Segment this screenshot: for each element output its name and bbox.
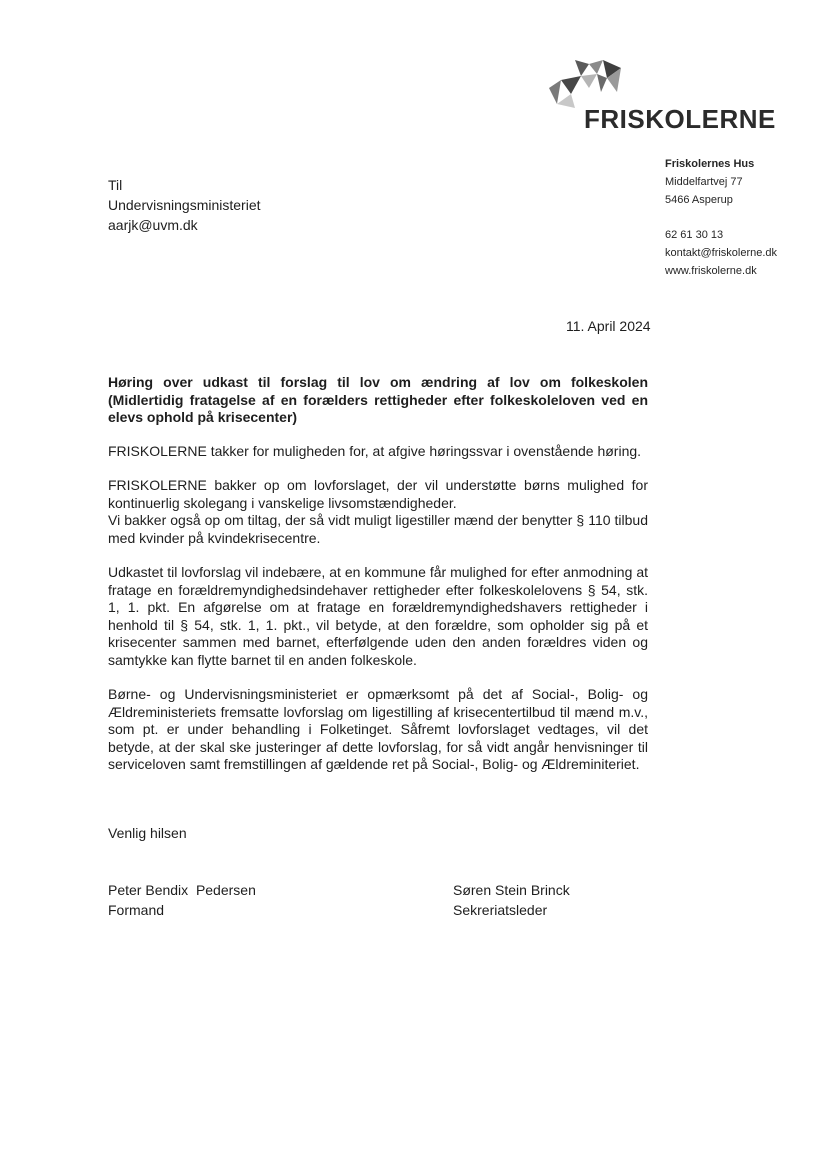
signatory-name: Peter Bendix Pedersen (108, 882, 256, 898)
paragraph-support-line-1: FRISKOLERNE bakker op om lovforslaget, der vil understøtte børns mulighed for kontinuerlig skolegang i vanskelige livsomstændigheder. (108, 477, 648, 511)
friskolerne-logo (540, 58, 790, 138)
logo-mark-icon (545, 58, 625, 110)
paragraph-support (108, 477, 648, 547)
recipient-to-label: Til (108, 177, 123, 193)
letter-body (108, 374, 648, 791)
logo-wordmark: FRISKOLERNE (584, 104, 776, 134)
sender-email: kontakt@friskolerne.dk (665, 247, 778, 259)
recipient-email: aarjk@uvm.dk (108, 217, 198, 233)
signature-left (108, 880, 256, 920)
sender-street: Middelfartvej 77 (665, 176, 743, 188)
sender-organization: Friskolernes Hus (665, 158, 755, 170)
paragraph-ministry: Børne- og Undervisningsministeriet er opmærksomt på det af Social-, Bolig- og Ældreministeriets fremsatte lovforslag om ligestilling af krisecentertilbud til mænd m.v., som pt. er under behandling i Folketinget. Såfremt lovforslaget vedtages, vil det betyde, at der skal ske justeringer af dette lovforslag, for så vidt angår henvisninger til serviceloven samt fremstillingen af gældende ret på Social-, Bolig- og Ældreminiteriet. (108, 686, 648, 772)
paragraph-draft: Udkastet til lovforslag vil indebære, at en kommune får mulighed for efter anmodning at fratage en forældremyndighedsindehaver rettigheder efter folkeskolelovens § 54, stk. 1, 1. pkt. En afgørelse om at fratage en forældremyndighedshavers rettigheder i henhold til § 54, stk. 1, 1. pkt., vil betyde, at den forældre, som opholder sig på et krisecenter sammen med barnet, efterfølgende uden den anden forældres viden og samtykke kan flytte barnet til en anden folkeskole. (108, 564, 648, 668)
recipient-name: Undervisningsministeriet (108, 197, 261, 213)
signatory-title: Formand (108, 902, 165, 918)
sender-city: 5466 Asperup (665, 194, 733, 206)
recipient-block (108, 175, 261, 235)
sender-website: www.friskolerne.dk (665, 265, 757, 277)
paragraph-support-line-2: Vi bakker også op om tiltag, der så vidt muligt ligestiller mænd der benytter § 110 tilbud med kvinder på kvindekrisecentre. (108, 512, 648, 546)
closing-greeting: Venlig hilsen (108, 825, 187, 841)
paragraph-thanks: FRISKOLERNE takker for muligheden for, at afgive høringssvar i ovenstående høring. (108, 442, 642, 459)
sender-phone: 62 61 30 13 (665, 229, 724, 241)
sender-address-block (665, 155, 777, 280)
signatory-name: Søren Stein Brinck (453, 882, 570, 898)
letter-subject: Høring over udkast til forslag til lov om ændring af lov om folkeskolen (Midlertidig fratagelse af en forælders rettigheder efter folkeskoleloven ved en elevs ophold på krisecenter) (108, 374, 648, 425)
signature-right (453, 880, 570, 920)
letter-date: 11. April 2024 (566, 318, 651, 334)
signatory-title: Sekreriatsleder (453, 902, 548, 918)
